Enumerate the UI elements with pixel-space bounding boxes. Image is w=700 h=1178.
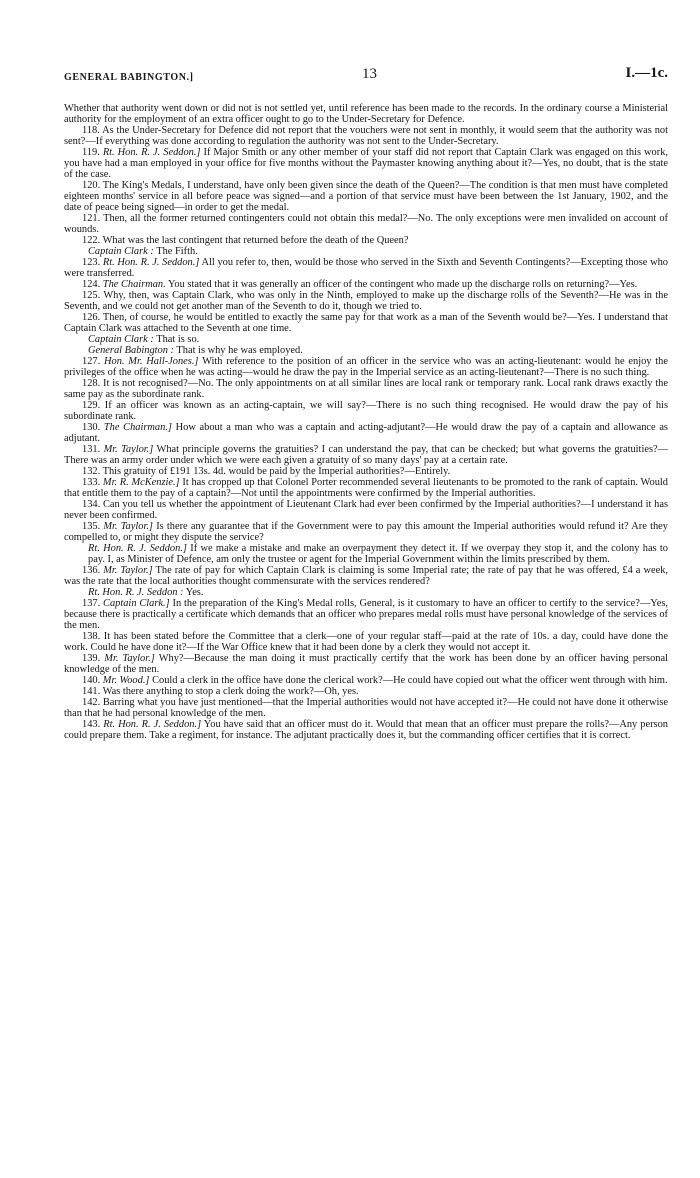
speaker-name: The Chairman. [102, 279, 166, 290]
question-number: 140. [82, 675, 101, 686]
speaker-name: Rt. Hon. R. J. Seddon.] [103, 719, 202, 730]
speaker-name: Captain Clark : [88, 334, 154, 345]
question-number: 142. [82, 697, 101, 708]
paragraph-text: How about a man who was a captain and acting-adjutant?—He would draw the pay of a captain and allowance as adjutant. [64, 422, 668, 444]
paragraph-text: The Fifth. [156, 246, 198, 257]
testimony-paragraph [64, 257, 668, 279]
testimony-paragraph [64, 180, 668, 213]
question-number: 119. [82, 147, 100, 158]
paragraph-text: With reference to the position of an officer in the service who was an acting-lieutenant: would he enjoy the privileges of the office when he was acting—would he draw the pay in the Imperial service as an acting-lieutenant?—There is no such thing. [64, 356, 668, 378]
testimony-paragraph [64, 598, 668, 631]
question-number: 133. [82, 477, 101, 488]
testimony-paragraph [64, 444, 668, 466]
paragraph-text: If Major Smith or any other member of your staff did not report that Captain Clark was engaged on this work, you have had a man employed in your office for five months without the Paymaster knowing anything about it?—Yes, no doubt, that is the state of the case. [64, 147, 668, 180]
testimony-paragraph [64, 103, 668, 125]
question-number: 139. [82, 653, 101, 664]
testimony-paragraph [64, 686, 668, 697]
question-number: 121. [82, 213, 101, 224]
paragraph-text: If an officer was known as an acting-captain, we will say?—There is no such thing recognised. He would draw the pay of his subordinate rank. [64, 400, 668, 422]
speaker-name: Rt. Hon. R. J. Seddon.] [88, 543, 187, 554]
speaker-name: Mr. Taylor.] [103, 565, 153, 576]
question-number: 118. [82, 125, 100, 136]
paragraph-text: Whether that authority went down or did not is not settled yet, until reference has been made to the records. In the ordinary course a Ministerial authority for the employment of an extra officer ought to go to the Under-Secretary for Defence. [64, 103, 668, 125]
speaker-name: Mr. R. McKenzie.] [102, 477, 180, 488]
paragraph-text: You have said that an officer must do it. Would that mean that an officer must prepare the rolls?—Any person could prepare them. Take a regiment, for instance. The adjutant practically does it, but the commanding officer certifies that it is correct. [64, 719, 668, 741]
question-number: 122. [82, 235, 101, 246]
testimony-paragraph [64, 235, 668, 246]
testimony-paragraph [64, 499, 668, 521]
question-number: 120. [82, 180, 101, 191]
question-number: 123. [82, 257, 101, 268]
paper-reference: I.—1c. [625, 65, 668, 81]
paragraph-text: Can you tell us whether the appointment of Lieutenant Clark had ever been confirmed by the Imperial authorities?—I understand it has never been confirmed. [64, 499, 668, 521]
testimony-paragraph [64, 697, 668, 719]
testimony-paragraph [64, 147, 668, 180]
paragraph-text: All you refer to, then, would be those who served in the Sixth and Seventh Contingents?—Excepting those who were transferred. [64, 257, 668, 279]
speaker-line [64, 587, 668, 598]
question-number: 128. [82, 378, 101, 389]
paragraph-text: Barring what you have just mentioned—that the Imperial authorities would not have accepted it?—He could not have done it otherwise than that he had personal knowledge of the men. [64, 697, 668, 719]
testimony-paragraph [64, 719, 668, 741]
paragraph-text: Then, all the former returned contingenters could not obtain this medal?—No. The only exceptions were men invalided on account of wounds. [64, 213, 668, 235]
paragraph-text: The King's Medals, I understand, have only been given since the death of the Queen?—The condition is that men must have completed eighteen months' service in all before peace was signed—and a portion of that service must have been between the 1st January, 1902, and the date of peace being signed—in order to get the medal. [64, 180, 668, 213]
question-number: 137. [82, 598, 101, 609]
question-number: 134. [82, 499, 101, 510]
paragraph-text: Then, of course, he would be entitled to exactly the same pay for that work as a man of the Seventh would be?—Yes. I understand that Captain Clark was attached to the Seventh at one time. [64, 312, 668, 334]
speaker-name: The Chairman.] [103, 422, 172, 433]
paragraph-text: Yes. [185, 587, 204, 598]
testimony-paragraph [64, 213, 668, 235]
speaker-line [64, 334, 668, 345]
question-number: 135. [82, 521, 101, 532]
paragraph-text: That is so. [156, 334, 200, 345]
testimony-paragraph [64, 125, 668, 147]
question-number: 125. [82, 290, 101, 301]
paragraph-text: Why?—Because the man doing it must practically certify that the work has been done by an officer having personal knowledge of the men. [64, 653, 668, 675]
question-number: 127. [82, 356, 101, 367]
speaker-name: Mr. Wood.] [102, 675, 150, 686]
paragraph-text: Is there any guarantee that if the Government were to pay this amount the Imperial authorities would refund it? Are they compelled to, or might they dispute the service? [64, 521, 668, 543]
running-head: GENERAL BABINGTON.] [64, 72, 194, 83]
testimony-paragraph [64, 675, 668, 686]
paragraph-text: This gratuity of £191 13s. 4d. would be paid by the Imperial authorities?—Entirely. [102, 466, 451, 477]
testimony-paragraph [64, 356, 668, 378]
speaker-line [64, 246, 668, 257]
speaker-name: Rt. Hon. R. J. Seddon : [88, 587, 184, 598]
question-number: 129. [82, 400, 101, 411]
question-number: 132. [82, 466, 101, 477]
question-number: 126. [82, 312, 101, 323]
testimony-paragraph [64, 653, 668, 675]
speaker-name: Mr. Taylor.] [103, 444, 154, 455]
paragraph-text: Was there anything to stop a clerk doing the work?—Oh, yes. [102, 686, 359, 697]
paragraph-text: That is why he was employed. [176, 345, 303, 356]
question-number: 141. [82, 686, 101, 697]
paragraph-text: What principle governs the gratuities? I can understand the pay, that can be checked; but what governs the gratuities?—There was an army order under which we were each given a gratuity of so many days' pay at a certain rate. [64, 444, 668, 466]
question-number: 138. [82, 631, 101, 642]
paragraph-text: The rate of pay for which Captain Clark is claiming is some Imperial rate; the rate of pay that he was offered, £4 a week, was the rate that the local authorities thought commensurate with the services rendered? [64, 565, 668, 587]
testimony-paragraph [64, 521, 668, 543]
testimony-paragraph [64, 378, 668, 400]
speaker-name: Hon. Mr. Hall-Jones.] [104, 356, 199, 367]
paragraph-text: In the preparation of the King's Medal rolls, General, is it customary to have an officer to certify to the service?—Yes, because there is practically a certificate which demands that an officer who prepares medal rolls must have personal knowledge of the services of the men. [64, 598, 668, 631]
question-number: 136. [82, 565, 101, 576]
speaker-name: General Babington : [88, 345, 174, 356]
paragraph-text: It has cropped up that Colonel Porter recommended several lieutenants to be promoted to the rank of captain. Would that entitle them to the pay of a captain?—Not until the appointments were confirmed by the Imperial authorities. [64, 477, 668, 499]
paragraph-text: As the Under-Secretary for Defence did not report that the vouchers were not sent in monthly, it would seem that the authority was not sent?—If everything was done according to regulation the authority was not sent to the Under-Secretary. [64, 125, 668, 147]
speaker-name: Rt. Hon. R. J. Seddon.] [102, 257, 200, 268]
question-number: 124. [82, 279, 101, 290]
paragraph-text: Could a clerk in the office have done the clerical work?—He could have copied out what the officer went through with him. [152, 675, 668, 686]
speaker-line [64, 543, 668, 565]
paragraph-text: What was the last contingent that returned before the death of the Queen? [102, 235, 409, 246]
question-number: 143. [82, 719, 101, 730]
speaker-name: Mr. Taylor.] [103, 521, 153, 532]
question-number: 131. [82, 444, 101, 455]
speaker-name: Rt. Hon. R. J. Seddon.] [102, 147, 201, 158]
paragraph-text: Why, then, was Captain Clark, who was only in the Ninth, employed to make up the discharge rolls of the Seventh?—He was in the Seventh, and we could not get another man of the Seventh to do it, though we tried to. [64, 290, 668, 312]
testimony-paragraph [64, 631, 668, 653]
page-number: 13 [362, 66, 377, 82]
speaker-line [64, 345, 668, 356]
paragraph-text: If we make a mistake and make an overpayment they detect it. If we overpay they stop it, and the colony has to pay. I, as Minister of Defence, am only the trustee or agent for the Imperial Government within the limits prescribed by them. [88, 543, 668, 565]
testimony-paragraph [64, 279, 668, 290]
testimony-paragraph [64, 477, 668, 499]
paragraph-text: It has been stated before the Committee that a clerk—one of your regular staff—paid at the rate of 10s. a day, could have done the work. Could he have done it?—If the War Office knew that it had been done by a clerk they would not accept it. [64, 631, 668, 653]
testimony-paragraph [64, 400, 668, 422]
speaker-name: Captain Clark : [88, 246, 154, 257]
testimony-paragraph [64, 565, 668, 587]
testimony-paragraph [64, 290, 668, 312]
speaker-name: Captain Clark.] [103, 598, 170, 609]
document-page [64, 0, 668, 1178]
document-body [64, 103, 668, 741]
page-header [64, 65, 668, 86]
testimony-paragraph [64, 312, 668, 334]
speaker-name: Mr. Taylor.] [104, 653, 155, 664]
testimony-paragraph [64, 466, 668, 477]
paragraph-text: It is not recognised?—No. The only appointments on at all similar lines are local rank or temporary rank. Local rank draws exactly the same pay as the subordinate rank. [64, 378, 668, 400]
testimony-paragraph [64, 422, 668, 444]
paragraph-text: You stated that it was generally an officer of the contingent who made up the discharge rolls on returning?—Yes. [167, 279, 638, 290]
question-number: 130. [82, 422, 101, 433]
